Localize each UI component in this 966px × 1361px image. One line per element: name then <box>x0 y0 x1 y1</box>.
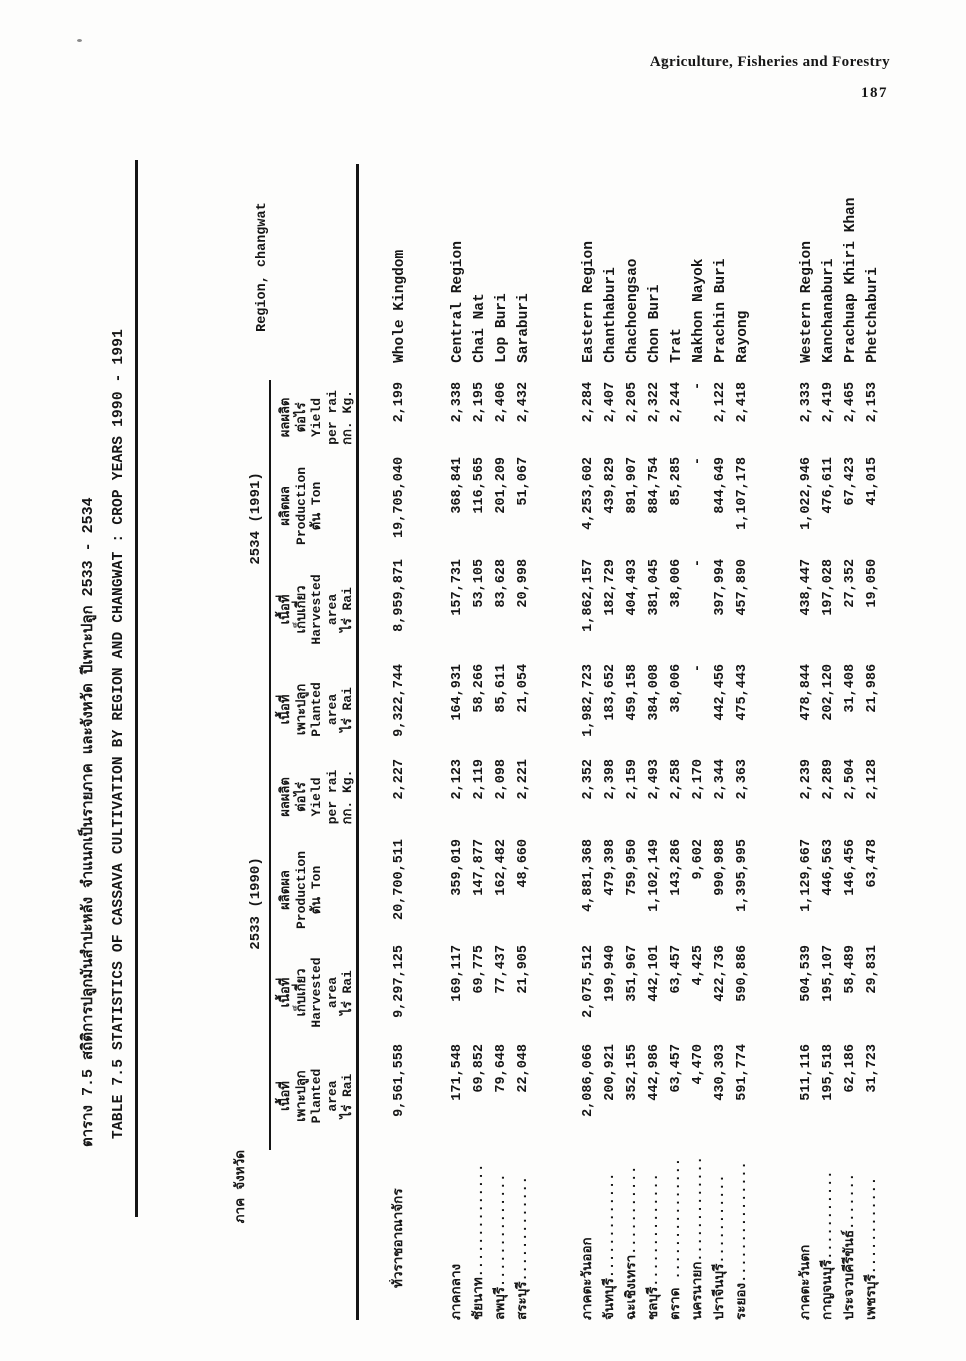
rotated-table-block <box>74 160 922 1320</box>
row-label-english: Saraburi <box>515 293 532 363</box>
value-cell: 479,398 <box>602 839 618 896</box>
value-cell: 884,754 <box>646 456 662 514</box>
value-cell: 2,344 <box>712 758 728 800</box>
table-row <box>862 164 884 1320</box>
value-cell: 368,841 <box>449 456 465 514</box>
cassava-statistics-table <box>140 164 884 1320</box>
value-cell: 2,465 <box>842 381 858 423</box>
value-cell: 9,297,125 <box>391 945 407 1018</box>
value-cell: 31,723 <box>864 1044 880 1093</box>
value-cell: 511,116 <box>798 1044 814 1101</box>
row-label-thai: ปราจีนบุรี........... <box>712 1174 728 1320</box>
value-cell: 2,239 <box>798 758 814 800</box>
value-cell: 351,967 <box>624 945 640 1002</box>
value-cell: 69,775 <box>471 945 487 994</box>
value-cell: 457,890 <box>734 558 750 616</box>
value-cell: 20,998 <box>515 558 531 608</box>
value-cell: 58,266 <box>471 663 487 713</box>
value-cell: 430,303 <box>712 1044 728 1101</box>
value-cell: 2,205 <box>624 381 640 423</box>
value-cell: 2,244 <box>668 381 684 423</box>
value-cell: 439,829 <box>602 456 618 514</box>
value-cell: 2,398 <box>602 758 618 800</box>
value-cell: 169,117 <box>449 945 465 1002</box>
row-header-english: Region, changwat <box>254 202 270 332</box>
row-label-thai: กาญจนบุรี........... <box>820 1170 836 1320</box>
row-label-thai: ภาคกลาง <box>449 1263 465 1320</box>
value-cell: 1,107,178 <box>734 456 750 530</box>
value-cell: - <box>690 663 706 673</box>
value-cell: 197,028 <box>820 558 836 616</box>
value-cell: 478,844 <box>798 663 814 721</box>
row-label-english: Western Region <box>798 241 815 363</box>
value-cell: 63,457 <box>668 1044 684 1093</box>
row-label-english: Phetchaburi <box>864 267 881 363</box>
value-cell: 146,456 <box>842 839 858 896</box>
row-label-thai: จันทบุรี............. <box>602 1172 618 1320</box>
value-cell: 2,086,066 <box>580 1044 596 1117</box>
running-head <box>650 54 890 102</box>
value-cell: 85,285 <box>668 456 684 506</box>
value-cell: 2,338 <box>449 381 465 423</box>
value-cell: 53,105 <box>471 558 487 608</box>
section-title: Agriculture, Fisheries and Forestry <box>649 54 890 70</box>
value-cell: 397,994 <box>712 558 728 616</box>
value-cell: - <box>690 381 706 391</box>
value-cell: 41,015 <box>864 456 880 506</box>
value-cell: 22,048 <box>515 1044 531 1093</box>
row-label-english: Prachuap Khiri Khan <box>842 197 859 363</box>
table-row <box>732 164 754 1320</box>
value-cell: 38,006 <box>668 558 684 608</box>
value-cell: 422,736 <box>712 945 728 1002</box>
value-cell: 19,705,040 <box>391 456 407 538</box>
value-cell: 1,102,149 <box>646 839 662 912</box>
value-cell: 199,940 <box>602 945 618 1002</box>
value-cell: 1,129,667 <box>798 839 814 912</box>
value-cell: 2,199 <box>391 381 407 423</box>
value-cell: 2,098 <box>493 758 509 800</box>
value-cell: 20,700,511 <box>391 839 407 921</box>
value-cell: 459,158 <box>624 663 640 721</box>
row-label-thai: ตราด ............... <box>668 1158 684 1320</box>
value-cell: 21,986 <box>864 663 880 713</box>
group-spacer-row <box>411 164 447 1320</box>
value-cell: 4,253,602 <box>580 456 596 530</box>
value-cell: 21,054 <box>515 663 531 713</box>
value-cell: 2,159 <box>624 758 640 800</box>
row-label-thai: สระบุรี............. <box>515 1176 531 1320</box>
value-cell: 58,489 <box>842 945 858 994</box>
value-cell: 183,652 <box>602 663 618 721</box>
value-cell: 31,408 <box>842 663 858 713</box>
row-label-english: Eastern Region <box>580 241 597 363</box>
table-row <box>644 164 666 1320</box>
value-cell: 844,649 <box>712 456 728 514</box>
value-cell: 83,628 <box>493 558 509 608</box>
value-cell: 38,006 <box>668 663 684 713</box>
row-label-thai: เพชรบุรี............ <box>864 1177 880 1320</box>
value-cell: 8,959,871 <box>391 558 407 632</box>
value-cell: 891,907 <box>624 456 640 514</box>
value-cell: 2,075,512 <box>580 945 596 1018</box>
table-row <box>840 164 862 1320</box>
row-label-thai: ฉะเชิงเทรา........... <box>624 1165 640 1320</box>
value-cell: 182,729 <box>602 558 618 616</box>
value-cell: 21,905 <box>515 945 531 994</box>
row-label-thai: ลพบุรี.............. <box>493 1173 509 1320</box>
value-cell: 404,493 <box>624 558 640 616</box>
row-header-thai: ภาค จังหวัด <box>233 1150 249 1224</box>
value-cell: 143,286 <box>668 839 684 896</box>
value-cell: 475,443 <box>734 663 750 721</box>
year-header-row <box>140 164 270 1320</box>
table-row <box>622 164 644 1320</box>
table-row <box>469 164 491 1320</box>
page-number: 187 <box>861 85 888 101</box>
row-label-english: Trat <box>668 328 685 363</box>
column-caption-production-2534-1991: ผลิตผล Production ตัน Ton <box>278 466 324 545</box>
value-cell: 2,119 <box>471 758 487 800</box>
value-cell: 2,221 <box>515 758 531 800</box>
row-label-thai: ระยอง............... <box>734 1161 750 1320</box>
column-caption-planted-area-2533-1990: เนื้อที่ เพาะปลูก Planted area ไร่ Rai <box>278 1068 355 1124</box>
row-label-thai: ทั่วราชอาณาจักร <box>391 1188 407 1288</box>
value-cell: 2,170 <box>690 758 706 800</box>
table-row <box>447 164 469 1320</box>
value-cell: 2,284 <box>580 381 596 423</box>
group-spacer-row <box>357 164 389 1320</box>
value-cell: 2,352 <box>580 758 596 800</box>
row-label-english: Chachoengsao <box>624 258 641 363</box>
table-row <box>578 164 600 1320</box>
value-cell: 116,565 <box>471 456 487 514</box>
row-label-english: Chai Nat <box>471 293 488 363</box>
value-cell: 77,437 <box>493 945 509 994</box>
column-caption-yield-per-rai-2533-1990: ผลผลิต ต่อไร่ Yield per rai กก. Kg. <box>278 769 355 825</box>
value-cell: 591,774 <box>734 1044 750 1101</box>
column-caption-planted-area-2534-1991: เนื้อที่ เพาะปลูก Planted area ไร่ Rai <box>278 682 355 737</box>
value-cell: 442,456 <box>712 663 728 721</box>
row-label-english: Whole Kingdom <box>391 249 408 363</box>
value-cell: 2,333 <box>798 381 814 423</box>
value-cell: 2,407 <box>602 381 618 423</box>
row-label-english: Prachin Buri <box>712 258 729 363</box>
value-cell: 4,881,368 <box>580 839 596 912</box>
value-cell: 200,921 <box>602 1044 618 1101</box>
column-caption-harvested-area-2533-1990: เนื้อที่ เก็บเกี่ยว Harvested area ไร่ Rai <box>278 957 355 1028</box>
value-cell: 442,986 <box>646 1044 662 1101</box>
value-cell: 476,611 <box>820 456 836 514</box>
value-cell: - <box>690 456 706 466</box>
row-label-thai: ภาคตะวันตก <box>798 1244 814 1320</box>
row-label-english: Chon Buri <box>646 284 663 363</box>
value-cell: 2,227 <box>391 758 407 800</box>
year-header-2533-1990: 2533 (1990) <box>140 757 270 1150</box>
row-label-english: Chanthaburi <box>602 267 619 363</box>
value-cell: 2,128 <box>864 758 880 800</box>
group-spacer-row <box>535 164 578 1320</box>
value-cell: 1,982,723 <box>580 663 596 737</box>
value-cell: 2,406 <box>493 381 509 423</box>
value-cell: 9,561,558 <box>391 1044 407 1117</box>
row-label-english: Nakhon Nayok <box>690 258 707 363</box>
value-cell: 1,395,995 <box>734 839 750 912</box>
value-cell: 2,123 <box>449 758 465 800</box>
value-cell: 157,731 <box>449 558 465 616</box>
value-cell: 202,120 <box>820 663 836 721</box>
value-cell: 4,470 <box>690 1044 706 1085</box>
value-cell: 67,423 <box>842 456 858 506</box>
value-cell: 2,418 <box>734 381 750 423</box>
value-cell: 2,122 <box>712 381 728 423</box>
value-cell: 27,352 <box>842 558 858 608</box>
value-cell: 442,101 <box>646 945 662 1002</box>
value-cell: 2,322 <box>646 381 662 423</box>
table-row <box>491 164 513 1320</box>
value-cell: 2,363 <box>734 758 750 800</box>
value-cell: 63,478 <box>864 839 880 888</box>
row-label-thai: ชลบุรี.............. <box>646 1173 662 1320</box>
value-cell: 2,258 <box>668 758 684 800</box>
value-cell: 62,186 <box>842 1044 858 1093</box>
table-row <box>710 164 732 1320</box>
row-label-english: Kanchanaburi <box>820 258 837 363</box>
table-top-rule <box>135 160 138 1217</box>
row-label-english: Lop Buri <box>493 293 510 363</box>
table-title-thai: ตาราง 7.5 สถิติการปลูกมันสำปะหลัง จำแนกเป็นรายภาค และจังหวัด ปีเพาะปลูก 2533 - 2534 <box>80 497 97 1147</box>
value-cell: 504,539 <box>798 945 814 1002</box>
value-cell: 164,931 <box>449 663 465 721</box>
value-cell: 9,602 <box>690 839 706 880</box>
value-cell: 1,862,157 <box>580 558 596 632</box>
value-cell: 2,153 <box>864 381 880 423</box>
value-cell: 195,518 <box>820 1044 836 1101</box>
table-row <box>818 164 840 1320</box>
scan-speck <box>77 39 82 42</box>
value-cell: 384,008 <box>646 663 662 721</box>
table-row <box>796 164 818 1320</box>
table-row <box>688 164 710 1320</box>
value-cell: 79,648 <box>493 1044 509 1093</box>
value-cell: 759,950 <box>624 839 640 896</box>
value-cell: 147,877 <box>471 839 487 896</box>
value-cell: 51,067 <box>515 456 531 506</box>
row-label-english: Central Region <box>449 241 466 363</box>
value-cell: 2,504 <box>842 758 858 800</box>
value-cell: 359,019 <box>449 839 465 896</box>
row-label-thai: นครนายก............. <box>690 1156 706 1320</box>
value-cell: 446,563 <box>820 839 836 896</box>
value-cell: 85,611 <box>493 663 509 713</box>
value-cell: 69,852 <box>471 1044 487 1093</box>
value-cell: 48,660 <box>515 839 531 888</box>
table-title-english: TABLE 7.5 STATISTICS OF CASSAVA CULTIVATION BY REGION AND CHANGWAT : CROP YEARS 1990 - 1991 <box>111 328 127 1139</box>
table-row <box>513 164 535 1320</box>
value-cell: 2,195 <box>471 381 487 423</box>
year-header-2534-1991: 2534 (1991) <box>140 380 270 757</box>
value-cell: 990,988 <box>712 839 728 896</box>
row-label-english: Rayong <box>734 310 751 363</box>
value-cell: 201,209 <box>493 456 509 514</box>
value-cell: 63,457 <box>668 945 684 994</box>
value-cell: 2,289 <box>820 758 836 800</box>
value-cell: 19,050 <box>864 558 880 608</box>
column-caption-harvested-area-2534-1991: เนื้อที่ เก็บเกี่ยว Harvested area ไร่ Rai <box>278 574 355 645</box>
table-row <box>666 164 688 1320</box>
value-cell: 29,831 <box>864 945 880 994</box>
column-caption-production-2533-1990: ผลิตผล Production ตัน Ton <box>278 851 324 930</box>
value-cell: 171,548 <box>449 1044 465 1101</box>
column-caption-yield-per-rai-2534-1991: ผลผลิต ต่อไร่ Yield per rai กก. Kg. <box>278 390 355 445</box>
row-label-thai: ภาคตะวันออก <box>580 1237 596 1320</box>
value-cell: 2,432 <box>515 381 531 423</box>
value-cell: 195,107 <box>820 945 836 1002</box>
value-cell: - <box>690 558 706 568</box>
row-label-thai: ประจวบคีรีขันธ์....... <box>842 1173 858 1320</box>
value-cell: 4,425 <box>690 945 706 986</box>
value-cell: 381,045 <box>646 558 662 616</box>
table-row <box>389 164 411 1320</box>
value-cell: 590,886 <box>734 945 750 1002</box>
value-cell: 352,155 <box>624 1044 640 1101</box>
row-label-thai: ชัยนาท.............. <box>471 1163 487 1320</box>
value-cell: 438,447 <box>798 558 814 616</box>
value-cell: 9,322,744 <box>391 663 407 737</box>
value-cell: 2,493 <box>646 758 662 800</box>
value-cell: 1,022,946 <box>798 456 814 530</box>
value-cell: 2,419 <box>820 381 836 423</box>
table-row <box>600 164 622 1320</box>
value-cell: 162,482 <box>493 839 509 896</box>
group-spacer-row <box>754 164 796 1320</box>
